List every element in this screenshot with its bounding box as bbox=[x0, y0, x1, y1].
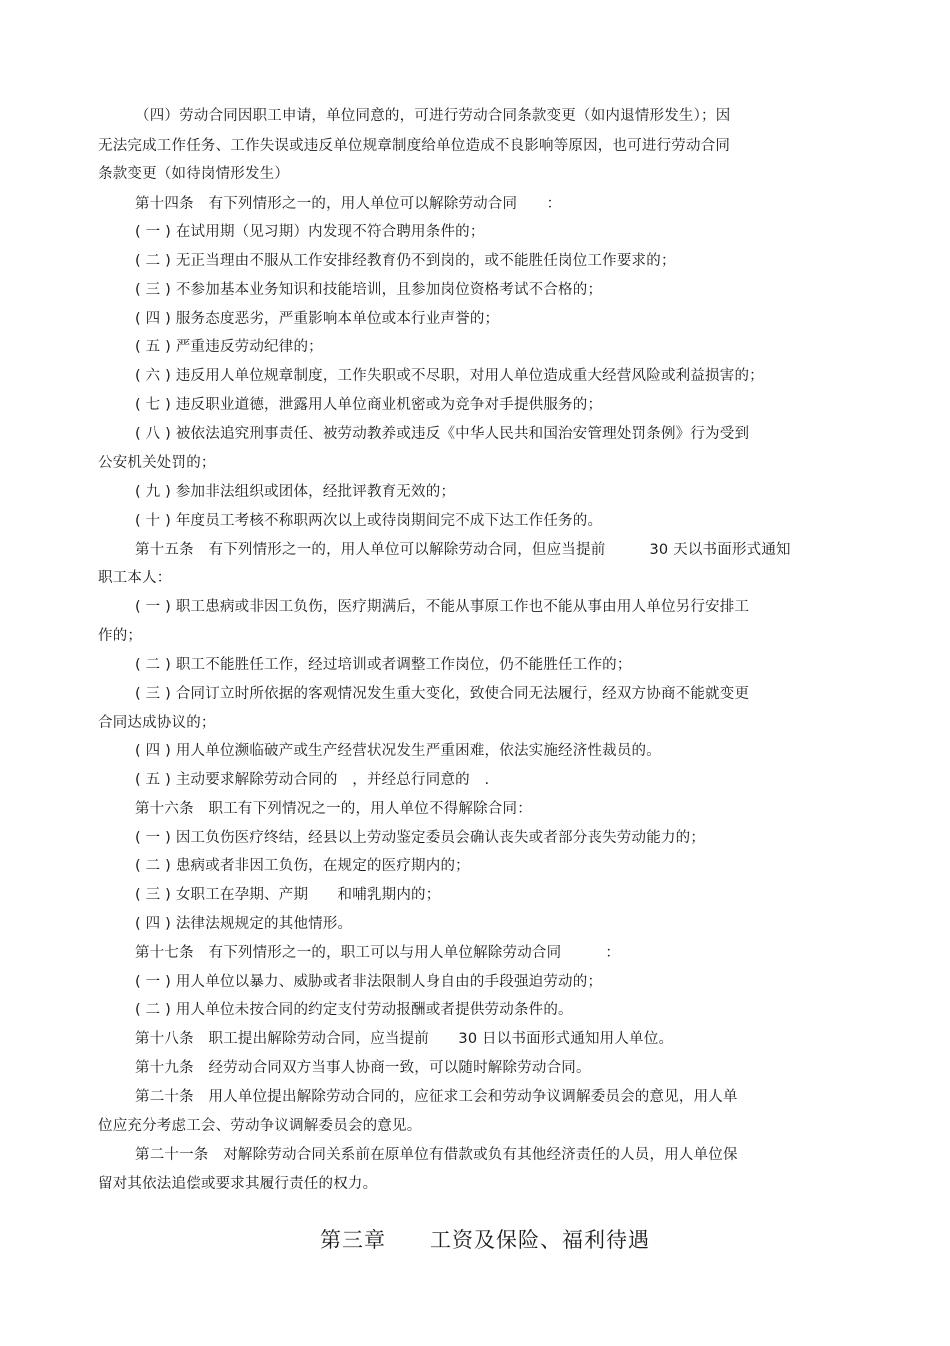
list-item: ( 八 ) 被依法追究刑事责任、被劳动教养或违反《中华人民共和国治安管理处罚条例》行为受到 bbox=[135, 426, 750, 442]
paragraph-line: 留对其依法追偿或要求其履行责任的权力。 bbox=[98, 1176, 378, 1192]
list-item: ( 四 ) 法律法规规定的其他情形。 bbox=[135, 916, 353, 932]
article-17-heading: 第十七条 有下列情形之一的，职工可以与用人单位解除劳动合同 ： bbox=[135, 945, 621, 961]
list-item: ( 一 ) 因工负伤医疗终结，经县以上劳动鉴定委员会确认丧失或者部分丧失劳动能力的； bbox=[135, 830, 706, 846]
list-item: ( 二 ) 用人单位未按合同的约定支付劳动报酬或者提供劳动条件的。 bbox=[135, 1002, 573, 1018]
list-item-continuation: 公安机关处罚的； bbox=[98, 455, 216, 471]
list-item-continuation: 合同达成协议的； bbox=[98, 715, 216, 731]
list-item: ( 五 ) 主动要求解除劳动合同的 ，并经总行同意的 . bbox=[135, 772, 490, 788]
list-item: ( 三 ) 合同订立时所依据的客观情况发生重大变化，致使合同无法履行，经双方协商不能就变更 bbox=[135, 686, 750, 702]
list-item-continuation: 作的； bbox=[98, 628, 143, 644]
list-item: ( 四 ) 服务态度恶劣，严重影响本单位或本行业声誉的； bbox=[135, 311, 500, 327]
list-item: ( 一 ) 职工患病或非因工负伤，医疗期满后，不能从事原工作也不能从事由用人单位另行安排工 bbox=[135, 599, 750, 615]
article-21: 第二十一条 对解除劳动合同关系前在原单位有借款或负有其他经济责任的人员，用人单位保 bbox=[135, 1147, 738, 1163]
article-18: 第十八条 职工提出解除劳动合同，应当提前 30 日以书面形式通知用人单位。 bbox=[135, 1031, 674, 1047]
list-item: ( 一 ) 用人单位以暴力、威胁或者非法限制人身自由的手段强迫劳动的； bbox=[135, 974, 603, 990]
list-item: ( 一 ) 在试用期（见习期）内发现不符合聘用条件的； bbox=[135, 224, 485, 240]
paragraph-line: 条款变更（如待岗情形发生） bbox=[98, 166, 290, 182]
paragraph-line: （四）劳动合同因职工申请，单位同意的，可进行劳动合同条款变更（如内退情形发生）；因 bbox=[135, 108, 731, 124]
paragraph-line: 位应充分考虑工会、劳动争议调解委员会的意见。 bbox=[98, 1118, 422, 1134]
list-item: ( 五 ) 严重违反劳动纪律的； bbox=[135, 339, 323, 355]
list-item: ( 三 ) 女职工在孕期、产期 和哺乳期内的； bbox=[135, 887, 441, 903]
paragraph-line: 职工本人： bbox=[98, 570, 172, 586]
list-item: ( 七 ) 违反职业道德，泄露用人单位商业机密或为竞争对手提供服务的； bbox=[135, 397, 603, 413]
list-item: ( 二 ) 患病或者非因工负伤，在规定的医疗期内的； bbox=[135, 858, 470, 874]
article-15-heading: 第十五条 有下列情形之一的，用人单位可以解除劳动合同，但应当提前 30 天以书面形式通知 bbox=[135, 542, 791, 558]
paragraph-line: 无法完成工作任务、工作失误或违反单位规章制度给单位造成不良影响等原因，也可进行劳动合同 bbox=[98, 138, 731, 154]
chapter-title: 第三章 工资及保险、福利待遇 bbox=[320, 1228, 650, 1252]
article-16-heading: 第十六条 职工有下列情况之一的，用人单位不得解除合同： bbox=[135, 801, 532, 817]
article-19: 第十九条 经劳动合同双方当事人协商一致，可以随时解除劳动合同。 bbox=[135, 1060, 591, 1076]
list-item: ( 三 ) 不参加基本业务知识和技能培训，且参加岗位资格考试不合格的； bbox=[135, 282, 603, 298]
list-item: ( 二 ) 无正当理由不服从工作安排经教育仍不到岗的，或不能胜任岗位工作要求的； bbox=[135, 253, 676, 269]
list-item: ( 六 ) 违反用人单位规章制度，工作失职或不尽职，对用人单位造成重大经营风险或利益损害的； bbox=[135, 368, 764, 384]
list-item: ( 九 ) 参加非法组织或团体，经批评教育无效的； bbox=[135, 484, 456, 500]
list-item: ( 二 ) 职工不能胜任工作，经过培训或者调整工作岗位，仍不能胜任工作的； bbox=[135, 657, 632, 673]
article-20: 第二十条 用人单位提出解除劳动合同的，应征求工会和劳动争议调解委员会的意见，用人单 bbox=[135, 1089, 738, 1105]
list-item: ( 四 ) 用人单位濒临破产或生产经营状况发生严重困难，依法实施经济性裁员的。 bbox=[135, 743, 661, 759]
list-item: ( 十 ) 年度员工考核不称职两次以上或待岗期间完不成下达工作任务的。 bbox=[135, 513, 603, 529]
article-14-heading: 第十四条 有下列情形之一的，用人单位可以解除劳动合同 ： bbox=[135, 196, 562, 212]
